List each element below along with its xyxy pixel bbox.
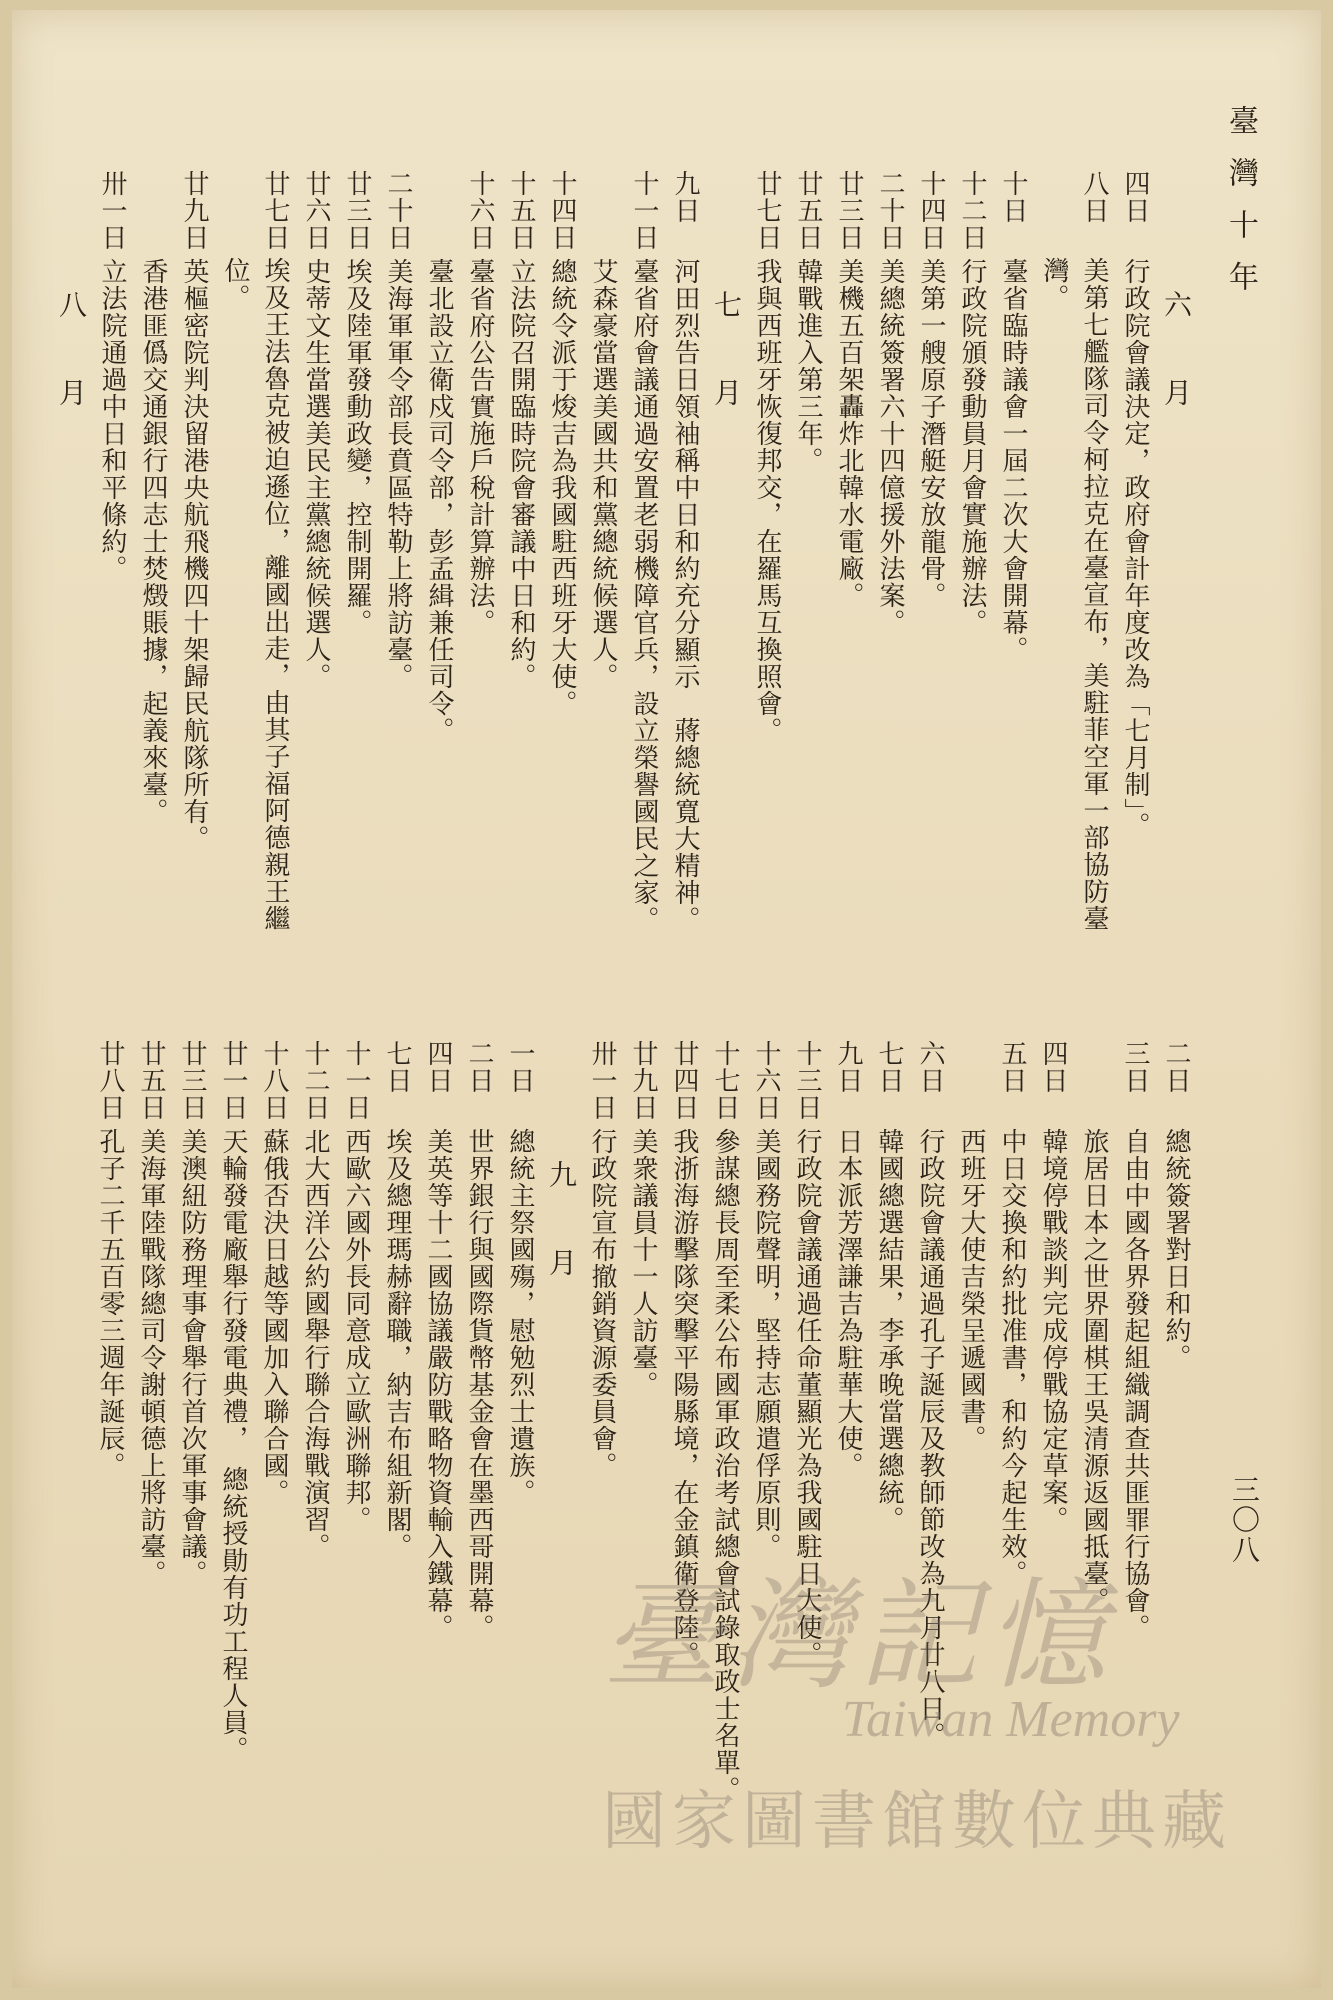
- entry-date: 九日: [833, 1040, 863, 1094]
- entry-text: 西班牙大使吉榮呈遞國書。: [956, 1128, 986, 1452]
- entry-date: 十日: [998, 170, 1028, 224]
- entry-date: 廿七日: [260, 170, 290, 251]
- chronology-entry: [911, 170, 951, 980]
- entry-text: 臺省府會議通過安置老弱機障官兵，設立榮譽國民之家。: [629, 258, 659, 933]
- entry-date: 十二日: [300, 1040, 330, 1121]
- entry-date: 二十日: [875, 170, 905, 251]
- chronology-entry: [133, 170, 173, 980]
- entry-date: 十四日: [547, 170, 577, 251]
- chronology-entry: [295, 1040, 335, 1950]
- watermark-logo: 臺灣記憶: [602, 1567, 1114, 1706]
- entry-date: 一日: [505, 1040, 535, 1094]
- chronology-entry: [952, 170, 992, 980]
- month-heading: 八月: [55, 290, 88, 466]
- entry-text: 行政院會議決定，政府會計年度改為「七月制」。: [1120, 258, 1150, 839]
- watermark-english: Taiwan Memory: [842, 1691, 1180, 1748]
- chronology-entry: [583, 170, 623, 980]
- entry-date: 廿九日: [179, 170, 209, 251]
- month-heading: 九月: [545, 1160, 578, 1336]
- chronology-entry: [993, 170, 1033, 980]
- chronology-entry: [665, 170, 705, 980]
- entry-date: 十五日: [506, 170, 536, 251]
- entry-text: 我浙海游擊隊突擊平陽縣境，在金鎮衛登陸。: [669, 1128, 699, 1668]
- entry-date: 十二日: [957, 170, 987, 251]
- entry-text: 埃及總理瑪赫辭職，納吉布組新閣。: [382, 1128, 412, 1560]
- chronology-entry: [90, 1040, 130, 1950]
- entry-date: 十七日: [710, 1040, 740, 1121]
- entry-text: 孔子二千五百零三週年誕辰。: [95, 1128, 125, 1479]
- chronology-entry: [213, 1040, 253, 1950]
- entry-date: 七日: [382, 1040, 412, 1094]
- entry-date: 廿七日: [752, 170, 782, 251]
- entry-text: 自由中國各界發起組織調查共匪罪行協會。: [1120, 1128, 1150, 1641]
- chronology-entry: [870, 170, 910, 980]
- chronology-entry: [296, 170, 336, 980]
- entry-text: 艾森豪當選美國共和黨總統候選人。: [588, 258, 618, 690]
- entry-text: 總統令派于焌吉為我國駐西班牙大使。: [547, 258, 577, 717]
- entry-text: 總統主祭國殤，慰勉烈士遺族。: [505, 1128, 535, 1506]
- chronology-entry: [377, 1040, 417, 1950]
- entry-text: 臺省府公告實施戶稅計算辦法。: [465, 258, 495, 636]
- entry-date: 十四日: [916, 170, 946, 251]
- entry-date: 十一日: [629, 170, 659, 251]
- entry-date: 四日: [423, 1040, 453, 1094]
- entry-text: 世界銀行與國際貨幣基金會在墨西哥開幕。: [464, 1128, 494, 1641]
- entry-date: 四日: [1038, 1040, 1068, 1094]
- entry-text: 臺北設立衛戍司令部，彭孟緝兼任司令。: [424, 258, 454, 744]
- chronology-entry: [174, 170, 214, 980]
- entry-text: 美澳紐防務理事會舉行首次軍事會議。: [177, 1128, 207, 1587]
- running-title: 臺灣十年: [1223, 105, 1258, 313]
- entry-date: 廿六日: [301, 170, 331, 251]
- document-page: [12, 10, 1321, 1988]
- entry-text: 美第一艘原子潛艇安放龍骨。: [916, 258, 946, 609]
- chronology-entry: [1115, 170, 1155, 980]
- entry-text: 埃及王法魯克被迫遜位，離國出走，由其子福阿德親王繼位。: [220, 257, 290, 933]
- entry-text: 英樞密院判決留港央航飛機四十架歸民航隊所有。: [179, 258, 209, 852]
- entry-date: 十八日: [259, 1040, 289, 1121]
- page-number: 三〇八: [1228, 1475, 1261, 1565]
- entry-date: 五日: [997, 1040, 1027, 1094]
- entry-date: 廿一日: [218, 1040, 248, 1121]
- entry-text: 參謀總長周至柔公布國軍政治考試總會試錄取政士名單。: [710, 1128, 740, 1803]
- entry-date: 廿三日: [342, 170, 372, 251]
- chronology-entry: [1034, 170, 1114, 980]
- entry-text: 美國務院聲明，堅持志願遣俘原則。: [751, 1128, 781, 1560]
- entry-text: 天輪發電廠舉行發電典禮， 總統授勛有功工程人員。: [218, 1128, 248, 1763]
- chronology-entry: [542, 170, 582, 980]
- entry-text: 美第七艦隊司令柯拉克在臺宣布，美駐菲空軍一部協防臺灣。: [1039, 257, 1109, 933]
- entry-date: 十六日: [465, 170, 495, 251]
- chronology-entry: [92, 170, 132, 980]
- entry-text: 河田烈告日領袖稱中日和約充分顯示 蔣總統寬大精神。: [670, 258, 700, 933]
- entry-date: 廿三日: [834, 170, 864, 251]
- entry-date: 二十日: [383, 170, 413, 251]
- entry-date: 三日: [1120, 1040, 1150, 1094]
- chronology-entry: [624, 170, 664, 980]
- chronology-entry: [500, 1040, 540, 1950]
- month-heading: 六月: [1160, 290, 1193, 466]
- entry-date: 廿五日: [136, 1040, 166, 1121]
- month-heading: 七月: [710, 290, 743, 466]
- entry-text: 蘇俄否決日越等國加入聯合國。: [259, 1128, 289, 1506]
- chronology-entry: [172, 1040, 212, 1950]
- entry-text: 北大西洋公約國舉行聯合海戰演習。: [300, 1128, 330, 1560]
- entry-date: 四日: [1120, 170, 1150, 224]
- entry-date: 九日: [670, 170, 700, 224]
- entry-date: 八日: [1079, 170, 1109, 224]
- entry-text: 旅居日本之世界圍棋王吳清源返國抵臺。: [1079, 1128, 1109, 1614]
- watermark-organization: 國家圖書館數位典藏: [602, 1785, 1232, 1859]
- entry-text: 臺省臨時議會一屆二次大會開幕。: [998, 258, 1028, 663]
- chronology-entry: [501, 170, 541, 980]
- entry-date: 廿九日: [628, 1040, 658, 1121]
- top-chronology-block: [50, 170, 1196, 980]
- chronology-entry: [215, 170, 295, 980]
- entry-text: 總統簽署對日和約。: [1161, 1128, 1191, 1371]
- entry-date: 十六日: [751, 1040, 781, 1121]
- entry-text: 韓國總選結果，李承晚當選總統。: [874, 1128, 904, 1533]
- entry-text: 美海軍軍令部長賁區特勒上將訪臺。: [383, 258, 413, 690]
- entry-text: 美機五百架轟炸北韓水電廠。: [834, 258, 864, 609]
- entry-date: 七日: [874, 1040, 904, 1094]
- entry-date: 廿八日: [95, 1040, 125, 1121]
- entry-text: 行政院會議通過孔子誕辰及教師節改為九月廿八日。: [915, 1128, 945, 1749]
- chronology-entry: [254, 1040, 294, 1950]
- entry-text: 韓戰進入第三年。: [793, 258, 823, 474]
- entry-text: 美衆議員十一人訪臺。: [628, 1128, 658, 1398]
- chronology-entry: [336, 1040, 376, 1950]
- entry-text: 史蒂文生當選美民主黨總統候選人。: [301, 258, 331, 690]
- entry-date: 卅一日: [97, 170, 127, 251]
- watermark: [602, 1540, 1262, 1870]
- chronology-entry: [459, 1040, 499, 1950]
- chronology-entry: [829, 170, 869, 980]
- entry-text: 立法院通過中日和平條約。: [97, 258, 127, 582]
- chronology-entry: [747, 170, 787, 980]
- entry-text: 行政院會議通過任命董顯光為我國駐日大使。: [792, 1128, 822, 1668]
- entry-text: 埃及陸軍發動政變，控制開羅。: [342, 258, 372, 636]
- entry-text: 行政院宣布撤銷資源委員會。: [587, 1128, 617, 1479]
- entry-text: 日本派芳澤謙吉為駐華大使。: [833, 1128, 863, 1479]
- entry-date: 十三日: [792, 1040, 822, 1121]
- entry-text: 美總統簽署六十四億援外法案。: [875, 258, 905, 636]
- entry-text: 美英等十二國協議嚴防戰略物資輸入鐵幕。: [423, 1128, 453, 1641]
- entry-date: 卅一日: [587, 1040, 617, 1121]
- chronology-entry: [460, 170, 500, 980]
- entry-text: 行政院頒發動員月會實施辦法。: [957, 258, 987, 636]
- entry-text: 美海軍陸戰隊總司令謝頓德上將訪臺。: [136, 1128, 166, 1587]
- entry-date: 六日: [915, 1040, 945, 1094]
- chronology-entry: [788, 170, 828, 980]
- entry-text: 我與西班牙恢復邦交，在羅馬互換照會。: [752, 258, 782, 744]
- entry-text: 香港匪僞交通銀行四志士焚燬賬據，起義來臺。: [138, 258, 168, 825]
- chronology-entry: [131, 1040, 171, 1950]
- chronology-entry: [337, 170, 377, 980]
- entry-date: 二日: [1161, 1040, 1191, 1094]
- entry-text: 立法院召開臨時院會審議中日和約。: [506, 258, 536, 690]
- chronology-entry: [418, 1040, 458, 1950]
- chronology-entry: [378, 170, 418, 980]
- entry-date: 廿三日: [177, 1040, 207, 1121]
- entry-date: 二日: [464, 1040, 494, 1094]
- entry-text: 西歐六國外長同意成立歐洲聯邦。: [341, 1128, 371, 1533]
- entry-text: 中日交換和約批准書，和約今起生效。: [997, 1128, 1027, 1587]
- entry-date: 廿五日: [793, 170, 823, 251]
- chronology-entry: [419, 170, 459, 980]
- entry-date: 十一日: [341, 1040, 371, 1121]
- entry-text: 韓境停戰談判完成停戰協定草案。: [1038, 1128, 1068, 1533]
- entry-date: 廿四日: [669, 1040, 699, 1121]
